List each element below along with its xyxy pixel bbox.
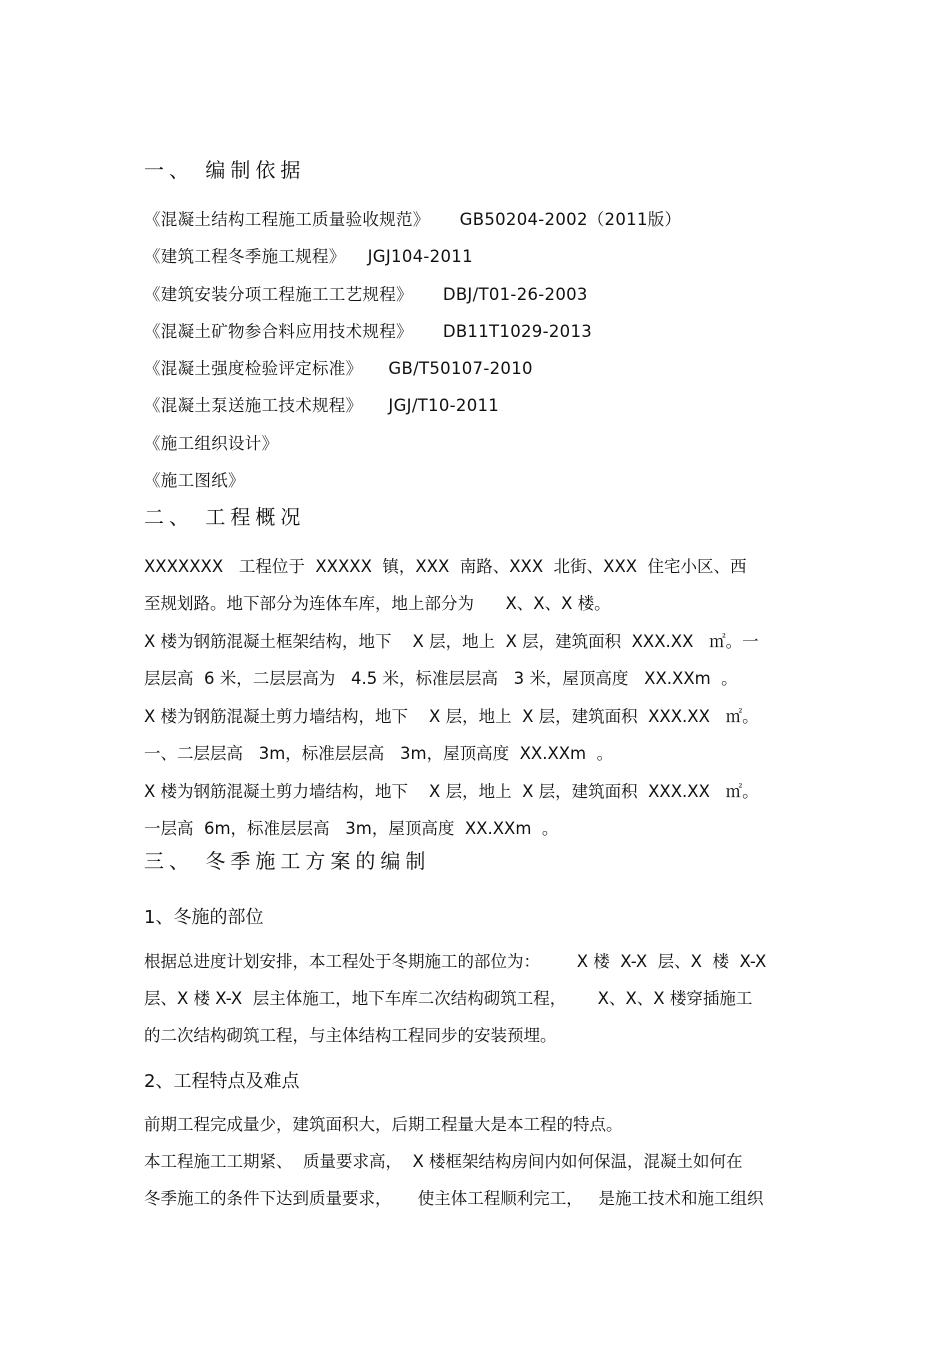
- paragraph-line: X 楼为钢筋混凝土框架结构，地下 X 层，地上 X 层，建筑面积 XXX.XX ㎡。一: [144, 632, 759, 651]
- reference-name: 《混凝土结构工程施工质量验收规范》: [144, 210, 430, 229]
- reference-item: [144, 470, 245, 492]
- section-1-title: 一、 编制依据: [144, 158, 306, 182]
- reference-code: DBJ/T01-26-2003: [442, 285, 588, 304]
- reference-name: 《建筑安装分项工程施工工艺规程》: [144, 285, 413, 304]
- section-2-title: 二、 工程概况: [144, 505, 306, 529]
- reference-code: JGJ/T10-2011: [388, 396, 500, 415]
- reference-name: 《混凝土矿物参合料应用技术规程》: [144, 322, 413, 341]
- reference-code: DB11T1029-2013: [442, 322, 593, 341]
- section-3-title: 三、 冬季施工方案的编制: [144, 849, 431, 873]
- reference-item: [144, 209, 681, 231]
- subsection-1-title: 1、冬施的部位: [144, 907, 264, 928]
- reference-item: [144, 321, 592, 343]
- paragraph-line: 层、X 楼 X-X 层主体施工，地下车库二次结构砌筑工程， X、X、X 楼穿插施工: [144, 989, 753, 1008]
- reference-code: GB50204-2002（2011版）: [459, 210, 682, 229]
- paragraph-line: XXXXXXX 工程位于 XXXXX 镇，XXX 南路、XXX 北街、XXX 住宅小区、西: [144, 557, 747, 576]
- paragraph-line: 根据总进度计划安排，本工程处于冬期施工的部位为： X 楼 X-X 层、X 楼 X-X: [144, 952, 767, 971]
- reference-code: JGJ104-2011: [367, 247, 473, 266]
- reference-name: 《建筑工程冬季施工规程》: [144, 247, 346, 266]
- paragraph-line: 冬季施工的条件下达到质量要求， 使主体工程顺利完工， 是施工技术和施工组织: [144, 1189, 764, 1208]
- reference-item: [144, 284, 588, 306]
- reference-code: GB/T50107-2010: [388, 359, 533, 378]
- reference-name: 《混凝土泵送施工技术规程》: [144, 396, 363, 415]
- paragraph-line: 的二次结构砌筑工程，与主体结构工程同步的安装预埋。: [144, 1026, 557, 1045]
- paragraph-line: 前期工程完成量少，建筑面积大，后期工程量大是本工程的特点。: [144, 1115, 623, 1134]
- paragraph-line: 至规划路。地下部分为连体车库，地上部分为 X、X、X 楼。: [144, 594, 611, 613]
- paragraph-line: 一层高 6m，标准层层高 3m，屋顶高度 XX.XXm 。: [144, 819, 559, 838]
- paragraph-line: X 楼为钢筋混凝土剪力墙结构，地下 X 层，地上 X 层，建筑面积 XXX.XX ㎡。: [144, 782, 759, 801]
- paragraph-line: 层层高 6 米，二层层高为 4.5 米，标准层层高 3 米，屋顶高度 XX.XXm 。: [144, 669, 738, 688]
- paragraph-line: 本工程施工工期紧、 质量要求高， X 楼框架结构房间内如何保温，混凝土如何在: [144, 1152, 743, 1171]
- paragraph-line: 一、二层层高 3m，标准层层高 3m，屋顶高度 XX.XXm 。: [144, 744, 614, 763]
- reference-name: 《混凝土强度检验评定标准》: [144, 359, 363, 378]
- reference-name: 《施工组织设计》: [144, 434, 279, 453]
- reference-name: 《施工图纸》: [144, 471, 245, 490]
- reference-item: [144, 358, 533, 380]
- reference-item: [144, 395, 499, 417]
- subsection-2-title: 2、工程特点及难点: [144, 1071, 300, 1092]
- reference-item: [144, 433, 278, 455]
- reference-item: [144, 246, 473, 268]
- paragraph-line: X 楼为钢筋混凝土剪力墙结构，地下 X 层，地上 X 层，建筑面积 XXX.XX ㎡。: [144, 707, 759, 726]
